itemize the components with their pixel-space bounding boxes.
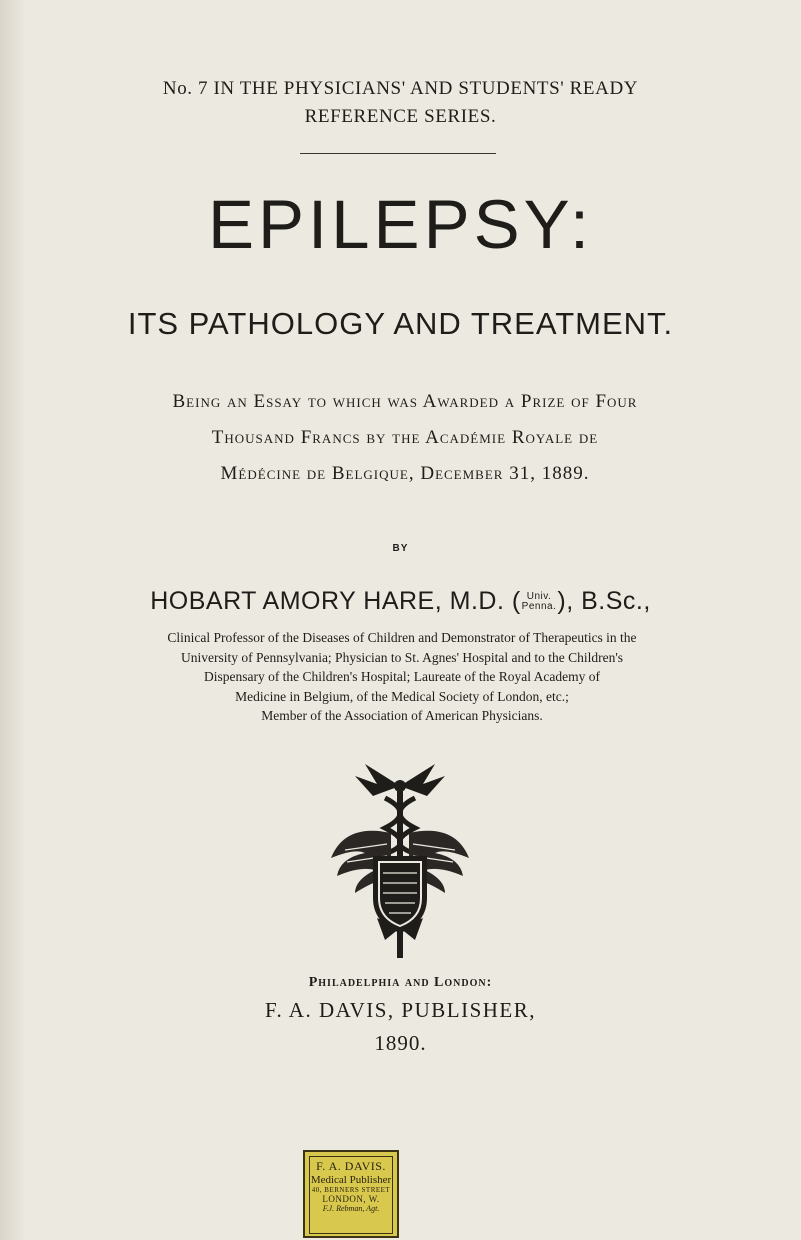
bookseller-label-frame (309, 1156, 393, 1234)
caduceus-emblem-icon (325, 758, 475, 963)
label-line-3: 40, BERNERS STREET (311, 1186, 391, 1194)
publication-place: Philadelphia and London: (308, 975, 493, 990)
publisher-name: F. A. DAVIS, PUBLISHER, (264, 998, 537, 1022)
frac-bottom: Penna. (521, 601, 557, 613)
credentials-line-3: Dispensary of the Children's Hospital; Laureate of the Royal Academy of (203, 669, 601, 684)
credentials-line-5: Member of the Association of American Physicians. (261, 708, 543, 723)
essay-description (85, 384, 725, 492)
book-title: EPILEPSY: (207, 186, 594, 263)
series-line-1: No. 7 IN THE PHYSICIANS' AND STUDENTS' READY (162, 78, 639, 99)
label-line-5: F.J. Rebman, Agt. (322, 1204, 380, 1213)
essay-line-3: Médécine de Belgique, December 31, 1889. (220, 463, 590, 484)
frac-top: Univ. (526, 591, 552, 603)
credentials-line-4: Medicine in Belgium, of the Medical Society of London, etc.; (235, 688, 569, 704)
author-line (0, 587, 801, 616)
author-suffix: ), B.Sc., (557, 587, 651, 615)
divider-rule (300, 153, 496, 154)
author-degree-fraction (522, 592, 557, 612)
bookseller-label (303, 1150, 399, 1238)
label-line-2: Medical Publisher (310, 1174, 392, 1186)
label-line-1: F. A. DAVIS. (316, 1159, 386, 1173)
essay-line-1: Being an Essay to which was Awarded a Prize of Four (172, 391, 638, 412)
publication-year: 1890. (374, 1031, 427, 1055)
book-subtitle: ITS PATHOLOGY AND TREATMENT. (127, 306, 674, 341)
series-line-2: REFERENCE SERIES. (304, 106, 497, 127)
by-label: BY (392, 543, 409, 554)
author-credentials (52, 628, 752, 726)
author-name: HOBART AMORY HARE, M.D. ( (150, 587, 521, 615)
essay-line-2: Thousand Francs by the Académie Royale de (211, 427, 599, 448)
label-line-4: LONDON, W. (322, 1194, 380, 1204)
credentials-line-1: Clinical Professor of the Diseases of Children and Demonstrator of Therapeutics in the (167, 630, 637, 645)
credentials-line-2: University of Pennsylvania; Physician to St. Agnes' Hospital and to the Children's (180, 649, 624, 665)
